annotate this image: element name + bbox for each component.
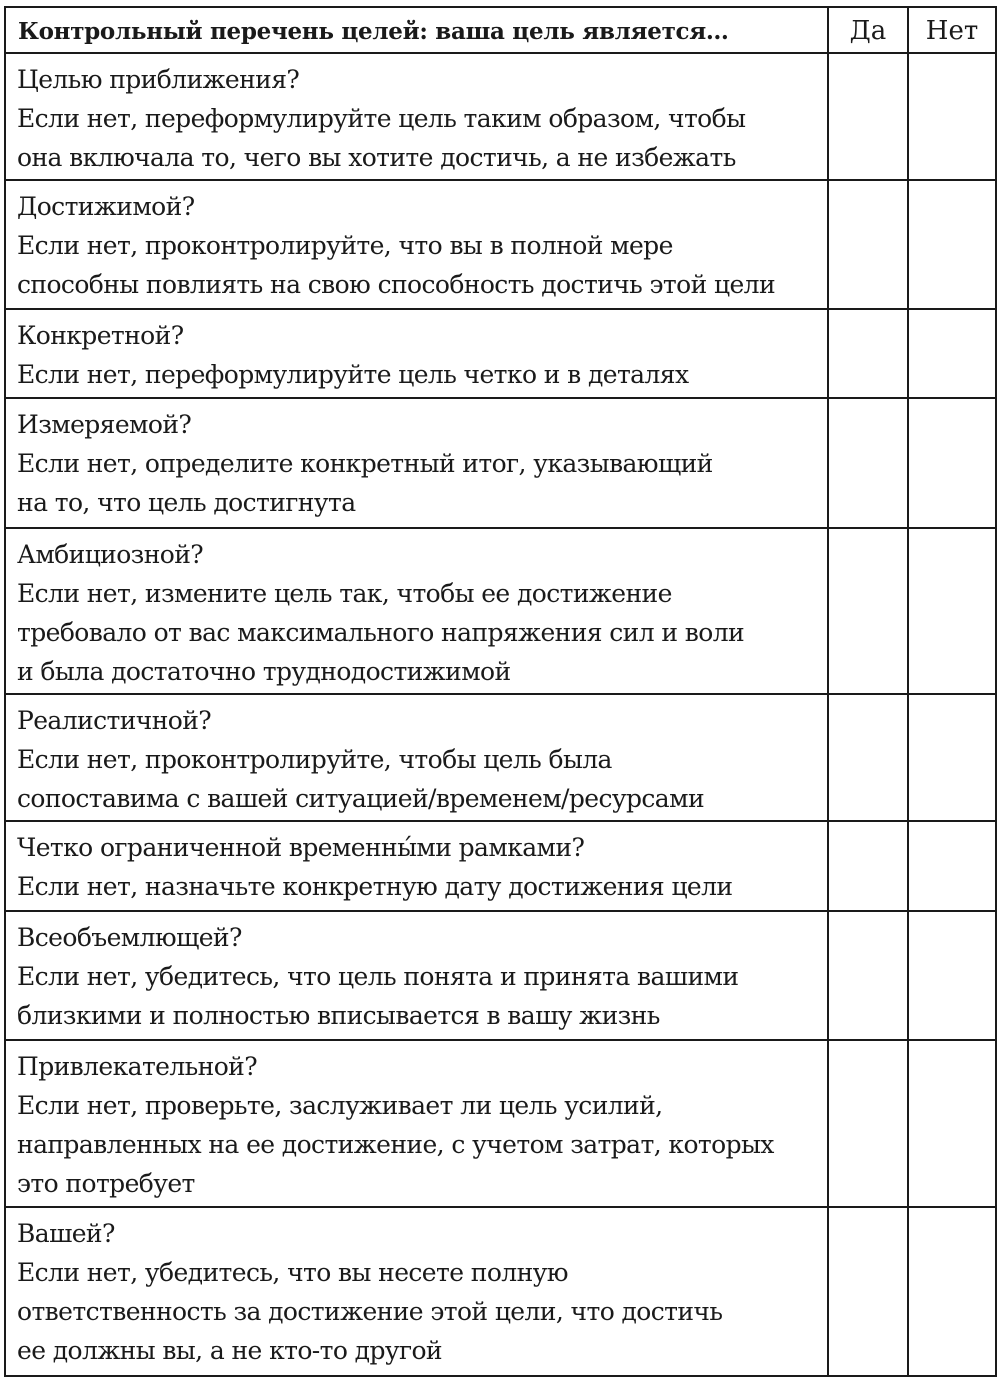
yes-checkbox-cell[interactable]	[828, 821, 908, 911]
checklist-row	[5, 821, 996, 911]
question-title: Четко ограниченной временны́ми рамками?	[17, 833, 585, 862]
tip-line: это потребует	[17, 1169, 195, 1198]
tip-line: Если нет, переформулируйте цель четко и в деталях	[17, 360, 689, 389]
question-tip	[17, 355, 827, 394]
yes-checkbox-cell[interactable]	[828, 1207, 908, 1376]
question-cell	[5, 53, 828, 180]
tip-line: Если нет, убедитесь, что вы несете полную	[17, 1258, 568, 1287]
checklist-row	[5, 53, 996, 180]
header-question: Контрольный перечень целей: ваша цель является…	[5, 7, 828, 53]
tip-line: Если нет, переформулируйте цель таким образом, чтобы	[17, 104, 746, 133]
header-no: Нет	[908, 7, 996, 53]
checklist-row	[5, 398, 996, 528]
question-tip	[17, 1253, 827, 1370]
question-title: Вашей?	[17, 1219, 115, 1248]
yes-checkbox-cell[interactable]	[828, 180, 908, 309]
checklist-row	[5, 528, 996, 694]
yes-checkbox-cell[interactable]	[828, 309, 908, 398]
question-title: Амбициозной?	[17, 540, 204, 569]
checklist-row	[5, 180, 996, 309]
tip-line: Если нет, проконтролируйте, чтобы цель была	[17, 745, 612, 774]
question-title: Всеобъемлющей?	[17, 923, 242, 952]
tip-line: требовало от вас максимального напряжения сил и воли	[17, 618, 745, 647]
question-cell	[5, 528, 828, 694]
checklist-row	[5, 694, 996, 821]
checklist-row	[5, 1040, 996, 1207]
checklist-row	[5, 309, 996, 398]
tip-line: она включала то, чего вы хотите достичь, а не избежать	[17, 143, 736, 172]
no-checkbox-cell[interactable]	[908, 528, 996, 694]
tip-line: Если нет, убедитесь, что цель понята и принята вашими	[17, 962, 739, 991]
no-checkbox-cell[interactable]	[908, 53, 996, 180]
question-tip	[17, 444, 827, 522]
checklist-row	[5, 911, 996, 1040]
checklist-body	[5, 53, 996, 1376]
yes-checkbox-cell[interactable]	[828, 53, 908, 180]
question-tip	[17, 1086, 827, 1203]
question-cell	[5, 180, 828, 309]
yes-checkbox-cell[interactable]	[828, 911, 908, 1040]
no-checkbox-cell[interactable]	[908, 821, 996, 911]
yes-checkbox-cell[interactable]	[828, 694, 908, 821]
goal-checklist-table	[4, 6, 997, 1377]
yes-checkbox-cell[interactable]	[828, 398, 908, 528]
question-tip	[17, 574, 827, 691]
question-tip	[17, 957, 827, 1035]
question-cell	[5, 821, 828, 911]
tip-line: Если нет, назначьте конкретную дату достижения цели	[17, 872, 733, 901]
no-checkbox-cell[interactable]	[908, 911, 996, 1040]
no-checkbox-cell[interactable]	[908, 180, 996, 309]
header-row	[5, 7, 996, 53]
tip-line: ответственность за достижение этой цели, что достичь	[17, 1297, 723, 1326]
question-title: Достижимой?	[17, 192, 195, 221]
question-tip	[17, 226, 827, 304]
tip-line: направленных на ее достижение, с учетом затрат, которых	[17, 1130, 774, 1159]
question-title: Привлекательной?	[17, 1052, 258, 1081]
tip-line: Если нет, определите конкретный итог, указывающий	[17, 449, 713, 478]
no-checkbox-cell[interactable]	[908, 398, 996, 528]
no-checkbox-cell[interactable]	[908, 1207, 996, 1376]
tip-line: близкими и полностью вписывается в вашу жизнь	[17, 1001, 660, 1030]
no-checkbox-cell[interactable]	[908, 694, 996, 821]
no-checkbox-cell[interactable]	[908, 309, 996, 398]
question-tip	[17, 867, 827, 906]
yes-checkbox-cell[interactable]	[828, 1040, 908, 1207]
header-yes: Да	[828, 7, 908, 53]
question-title: Измеряемой?	[17, 410, 192, 439]
tip-line: на то, что цель достигнута	[17, 488, 356, 517]
question-cell	[5, 911, 828, 1040]
question-title: Конкретной?	[17, 321, 184, 350]
question-cell	[5, 309, 828, 398]
tip-line: сопоставима с вашей ситуацией/временем/ресурсами	[17, 784, 705, 813]
question-cell	[5, 1207, 828, 1376]
tip-line: Если нет, проконтролируйте, что вы в полной мере	[17, 231, 673, 260]
question-title: Целью приближения?	[17, 65, 300, 94]
question-tip	[17, 740, 827, 818]
no-checkbox-cell[interactable]	[908, 1040, 996, 1207]
tip-line: и была достаточно труднодостижимой	[17, 657, 511, 686]
question-title: Реалистичной?	[17, 706, 212, 735]
tip-line: способны повлиять на свою способность достичь этой цели	[17, 270, 776, 299]
checklist-row	[5, 1207, 996, 1376]
tip-line: Если нет, измените цель так, чтобы ее достижение	[17, 579, 672, 608]
tip-line: ее должны вы, а не кто-то другой	[17, 1336, 442, 1365]
question-tip	[17, 99, 827, 177]
question-cell	[5, 398, 828, 528]
question-cell	[5, 694, 828, 821]
tip-line: Если нет, проверьте, заслуживает ли цель усилий,	[17, 1091, 663, 1120]
question-cell	[5, 1040, 828, 1207]
yes-checkbox-cell[interactable]	[828, 528, 908, 694]
